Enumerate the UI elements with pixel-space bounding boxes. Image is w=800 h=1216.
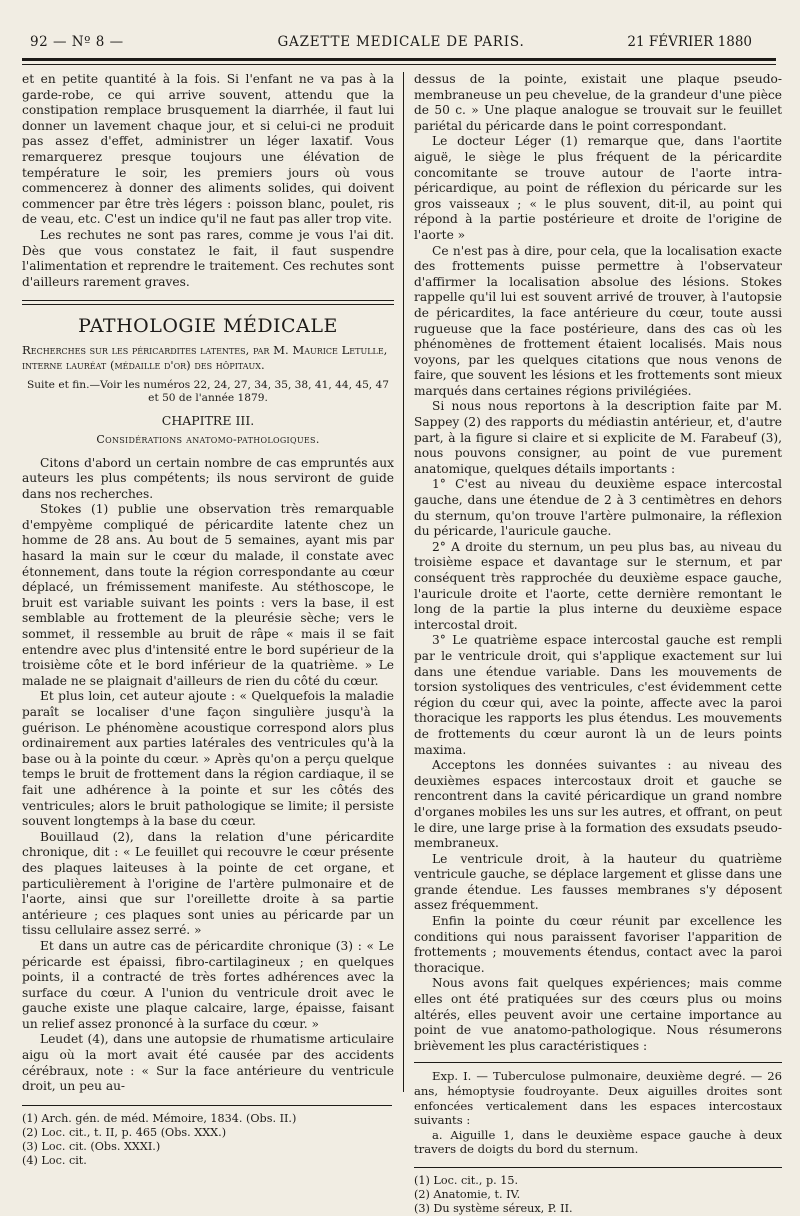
- section-title: PATHOLOGIE MÉDICALE: [78, 315, 338, 338]
- body-paragraph: Le docteur Léger (1) remarque que, dans l'aortite aiguë, le siège le plus fréquent de la péricardite concomitante se trouve autour de l'aorte intra-péricardique, au point de réflexion du péricarde sur les gros vaisseaux ; « le plus souvent, dit-il, au point qui répond à la partie postérieure et droite de l'origine de l'aorte »: [414, 134, 782, 242]
- list-item: 2° A droite du sternum, un peu plus bas, au niveau du troisième espace et davantage sur le sternum, et par conséquent très rapprochée du deuxième espace gauche, l'auricule droite et l'aorte, cette dernière remontant le long de la partie la plus interne du deuxième espace intercostal droit.: [414, 539, 782, 632]
- footnote: (2) Loc. cit., t. II, p. 465 (Obs. XXX.): [22, 1125, 227, 1139]
- column-separator: [403, 72, 404, 1092]
- footnote: (2) Anatomie, t. IV.: [414, 1187, 521, 1201]
- body-paragraph: Citons d'abord un certain nombre de cas empruntés aux auteurs les plus compétents; ils nous serviront de guide dans nos recherches.: [22, 455, 394, 501]
- body-paragraph: Stokes (1) publie une observation très remarquable d'empyème compliqué de péricardite latente chez un homme de 28 ans. Au bout de 5 semaines, ayant mis par hasard la main sur le cœur du malade, il constate avec étonnement, dans toute la région correspondante au cœur déplacé, un frémissement manifeste. Au stéthoscope, le bruit est variable suivant les points : vers la base, il est semblable au frottement de la pleurésie sèche; vers le sommet, il ressemble au bruit de râpe « mais il se fait entendre avec plus d'intensité entre le bord supérieur de la troisième côte et le bord inférieur de la quatrième. » Le malade ne se plaignait d'ailleurs de rien du côté du cœur.: [22, 502, 394, 688]
- right-column: [414, 72, 782, 1216]
- experiment-title: Exp. I. — Tuberculose pulmonaire, deuxième degré. — 26 ans, hémoptysie foudroyante. Deux aiguilles droites sont enfoncées verticalement dans les espaces intercostaux suivants :: [414, 1069, 782, 1128]
- body-paragraph: Acceptons les données suivantes : au niveau des deuxièmes espaces intercostaux droit et gauche se rencontrent dans la cavité péricardique un grand nombre d'organes mobiles les uns sur les autres, et offrant, on peut le dire, une large prise à la formation des exsudats pseudo-membraneux.: [414, 758, 782, 851]
- list-item: 1° C'est au niveau du deuxième espace intercostal gauche, dans une étendue de 2 à 3 centimètres en dehors du sternum, qu'on trouve l'artère pulmonaire, la réflexion du péricarde, l'auricule gauche.: [414, 477, 782, 539]
- body-paragraph: Si nous nous reportons à la description faite par M. Sappey (2) des rapports du médiastin antérieur, et, d'autre part, à la figure si claire et si explicite de M. Farabeuf (3), nous pouvons consigner, au point de vue purement anatomique, quelques détails importants :: [414, 399, 782, 476]
- experiment-rule: [414, 1062, 782, 1063]
- body-paragraph: Ce n'est pas à dire, pour cela, que la localisation exacte des frottements puisse permettre à l'observateur d'affirmer la localisation absolue des lésions. Stokes rappelle qu'il lui est souvent arrivé de trouver, à l'autopsie de péricardites, la face antérieure du cœur, toute aussi rugueuse que la face postérieure, dans des cas où les phénomènes de frottement étaient localisés. Mais nous voyons, par les quelques citations que nous venons de faire, que souvent les lésions et les frottements sont mieux marqués dans certaines régions privilégiées.: [414, 243, 782, 398]
- journal-title: GAZETTE MEDICALE DE PARIS.: [277, 34, 525, 50]
- suite-note: Suite et fin.—Voir les numéros 22, 24, 27, 34, 35, 38, 41, 44, 45, 47 et 50 de l'année 1879.: [26, 379, 390, 405]
- section-divider: [22, 300, 394, 305]
- experiment-item: a. Aiguille 1, dans le deuxième espace gauche à deux travers de doigts du bord du sternum.: [414, 1127, 782, 1157]
- footnote: (1) Arch. gén. de méd. Mémoire, 1834. (Obs. II.): [22, 1111, 297, 1125]
- footnote: (4) Loc. cit.: [22, 1153, 87, 1167]
- body-paragraph: Bouillaud (2), dans la relation d'une péricardite chronique, dit : « Le feuillet qui recouvre le cœur présente des plaques laiteuses à la pointe de cet organe, et particulièrement à l'origine de l'artère pulmonaire et de l'aorte, ainsi que sur l'oreillette droite à sa partie antérieure ; ces plaques sont unies au péricarde par un tissu cellulaire assez serré. »: [22, 829, 394, 938]
- body-paragraph: dessus de la pointe, existait une plaque pseudo-membraneuse un peu chevelue, de la grandeur d'une pièce de 50 c. » Une plaque analogue se trouvait sur le feuillet pariétal du péricarde dans le point correspondant.: [414, 72, 782, 133]
- body-paragraph: Et plus loin, cet auteur ajoute : « Quelquefois la maladie paraît se localiser d'une façon singulière jusqu'à la guérison. Le phénomène acoustique correspond alors plus ordinairement aux parties latérales des ventricules qu'à la base ou à la pointe du cœur. » Après qu'on a perçu quelque temps le bruit de frottement dans la région cardiaque, il se fait une adhérence à la pointe et sur les côtés des ventricules; alors le bruit pathologique se limite; il persiste souvent longtemps à la base du cœur.: [22, 689, 394, 829]
- footnote: (1) Loc. cit., p. 15.: [414, 1173, 519, 1187]
- left-column: [22, 72, 394, 1168]
- footnote: (3) Du système séreux, P. II.: [414, 1201, 573, 1215]
- chapter-heading: CHAPITRE III.: [161, 413, 255, 429]
- footnotes-right: [414, 1174, 782, 1216]
- body-paragraph: Le ventricule droit, à la hauteur du quatrième ventricule gauche, se déplace largement et glisse dans une grande étendue. Les fausses membranes s'y déposent assez fréquemment.: [414, 851, 782, 913]
- body-paragraph: Nous avons fait quelques expériences; mais comme elles ont été pratiquées sur des cœurs plus ou moins altérés, elles peuvent avoir une certaine importance au point de vue anatomo-pathologique. Nous résumerons brièvement les plus caractéristiques :: [414, 976, 782, 1053]
- body-paragraph: Leudet (4), dans une autopsie de rhumatisme articulaire aigu où la mort avait été causée par des accidents cérébraux, note : « Sur la face antérieure du ventricule droit, un peu au-: [22, 1032, 394, 1094]
- footnote-rule: [22, 1105, 392, 1106]
- footnote-rule: [414, 1167, 782, 1168]
- intro-paragraph: Les rechutes ne sont pas rares, comme je vous l'ai dit. Dès que vous constatez le fait, il faut suspendre l'alimentation et reprendre le traitement. Ces rechutes sont d'ailleurs rarement graves.: [22, 227, 394, 289]
- page-number: 92 — Nº 8 —: [30, 34, 124, 50]
- article-subtitle: Recherches sur les péricardites latentes, par M. Maurice Letulle, interne lauréat (médaille d'or) des hôpitaux.: [22, 343, 388, 373]
- issue-date: 21 FÉVRIER 1880: [627, 34, 752, 50]
- list-item: 3° Le quatrième espace intercostal gauche est rempli par le ventricule droit, qui s'applique exactement sur lui dans une étendue variable. Dans les mouvements de torsion systoliques des ventricules, c'est évidemment cette région du cœur qui, avec la pointe, affecte avec la paroi thoracique les rapports les plus étendus. Les mouvements de frottements du cœur auront là un de leurs points maxima.: [414, 633, 782, 757]
- page-header: [22, 34, 780, 56]
- footnote: (3) Loc. cit. (Obs. XXXI.): [22, 1139, 161, 1153]
- body-paragraph: Enfin la pointe du cœur réunit par excellence les conditions qui nous paraissent favoriser l'apparition de frottements ; mouvements étendus, contact avec la paroi thoracique.: [414, 914, 782, 975]
- intro-paragraph: et en petite quantité à la fois. Si l'enfant ne va pas à la garde-robe, ce qui arrive souvent, attendu que la constipation remplace brusquement la diarrhée, il faut lui donner un lavement chaque jour, et si celui-ci ne produit pas assez d'effet, administrer un léger laxatif. Vous remarquerez presque toujours une élévation de température le soir, les premiers jours où vous commencerez à donner des aliments solides, qui doivent commencer par être très légers : poisson blanc, poulet, ris de veau, etc. C'est un indice qu'il ne faut pas aller trop vite.: [22, 72, 394, 227]
- considerations-heading: Considérations anatomo-pathologiques.: [96, 432, 320, 446]
- footnotes-left: [22, 1112, 394, 1168]
- body-paragraph: Et dans un autre cas de péricardite chronique (3) : « Le péricarde est épaissi, fibro-cartilagineux ; en quelques points, il a contracté de très fortes adhérences avec la surface du cœur. A l'union du ventricule droit avec le gauche existe une plaque calcaire, large, épaisse, faisant un relief assez prononcé à la surface du cœur. »: [22, 938, 394, 1031]
- header-rule-thin: [22, 64, 776, 65]
- header-rule-thick: [22, 58, 776, 61]
